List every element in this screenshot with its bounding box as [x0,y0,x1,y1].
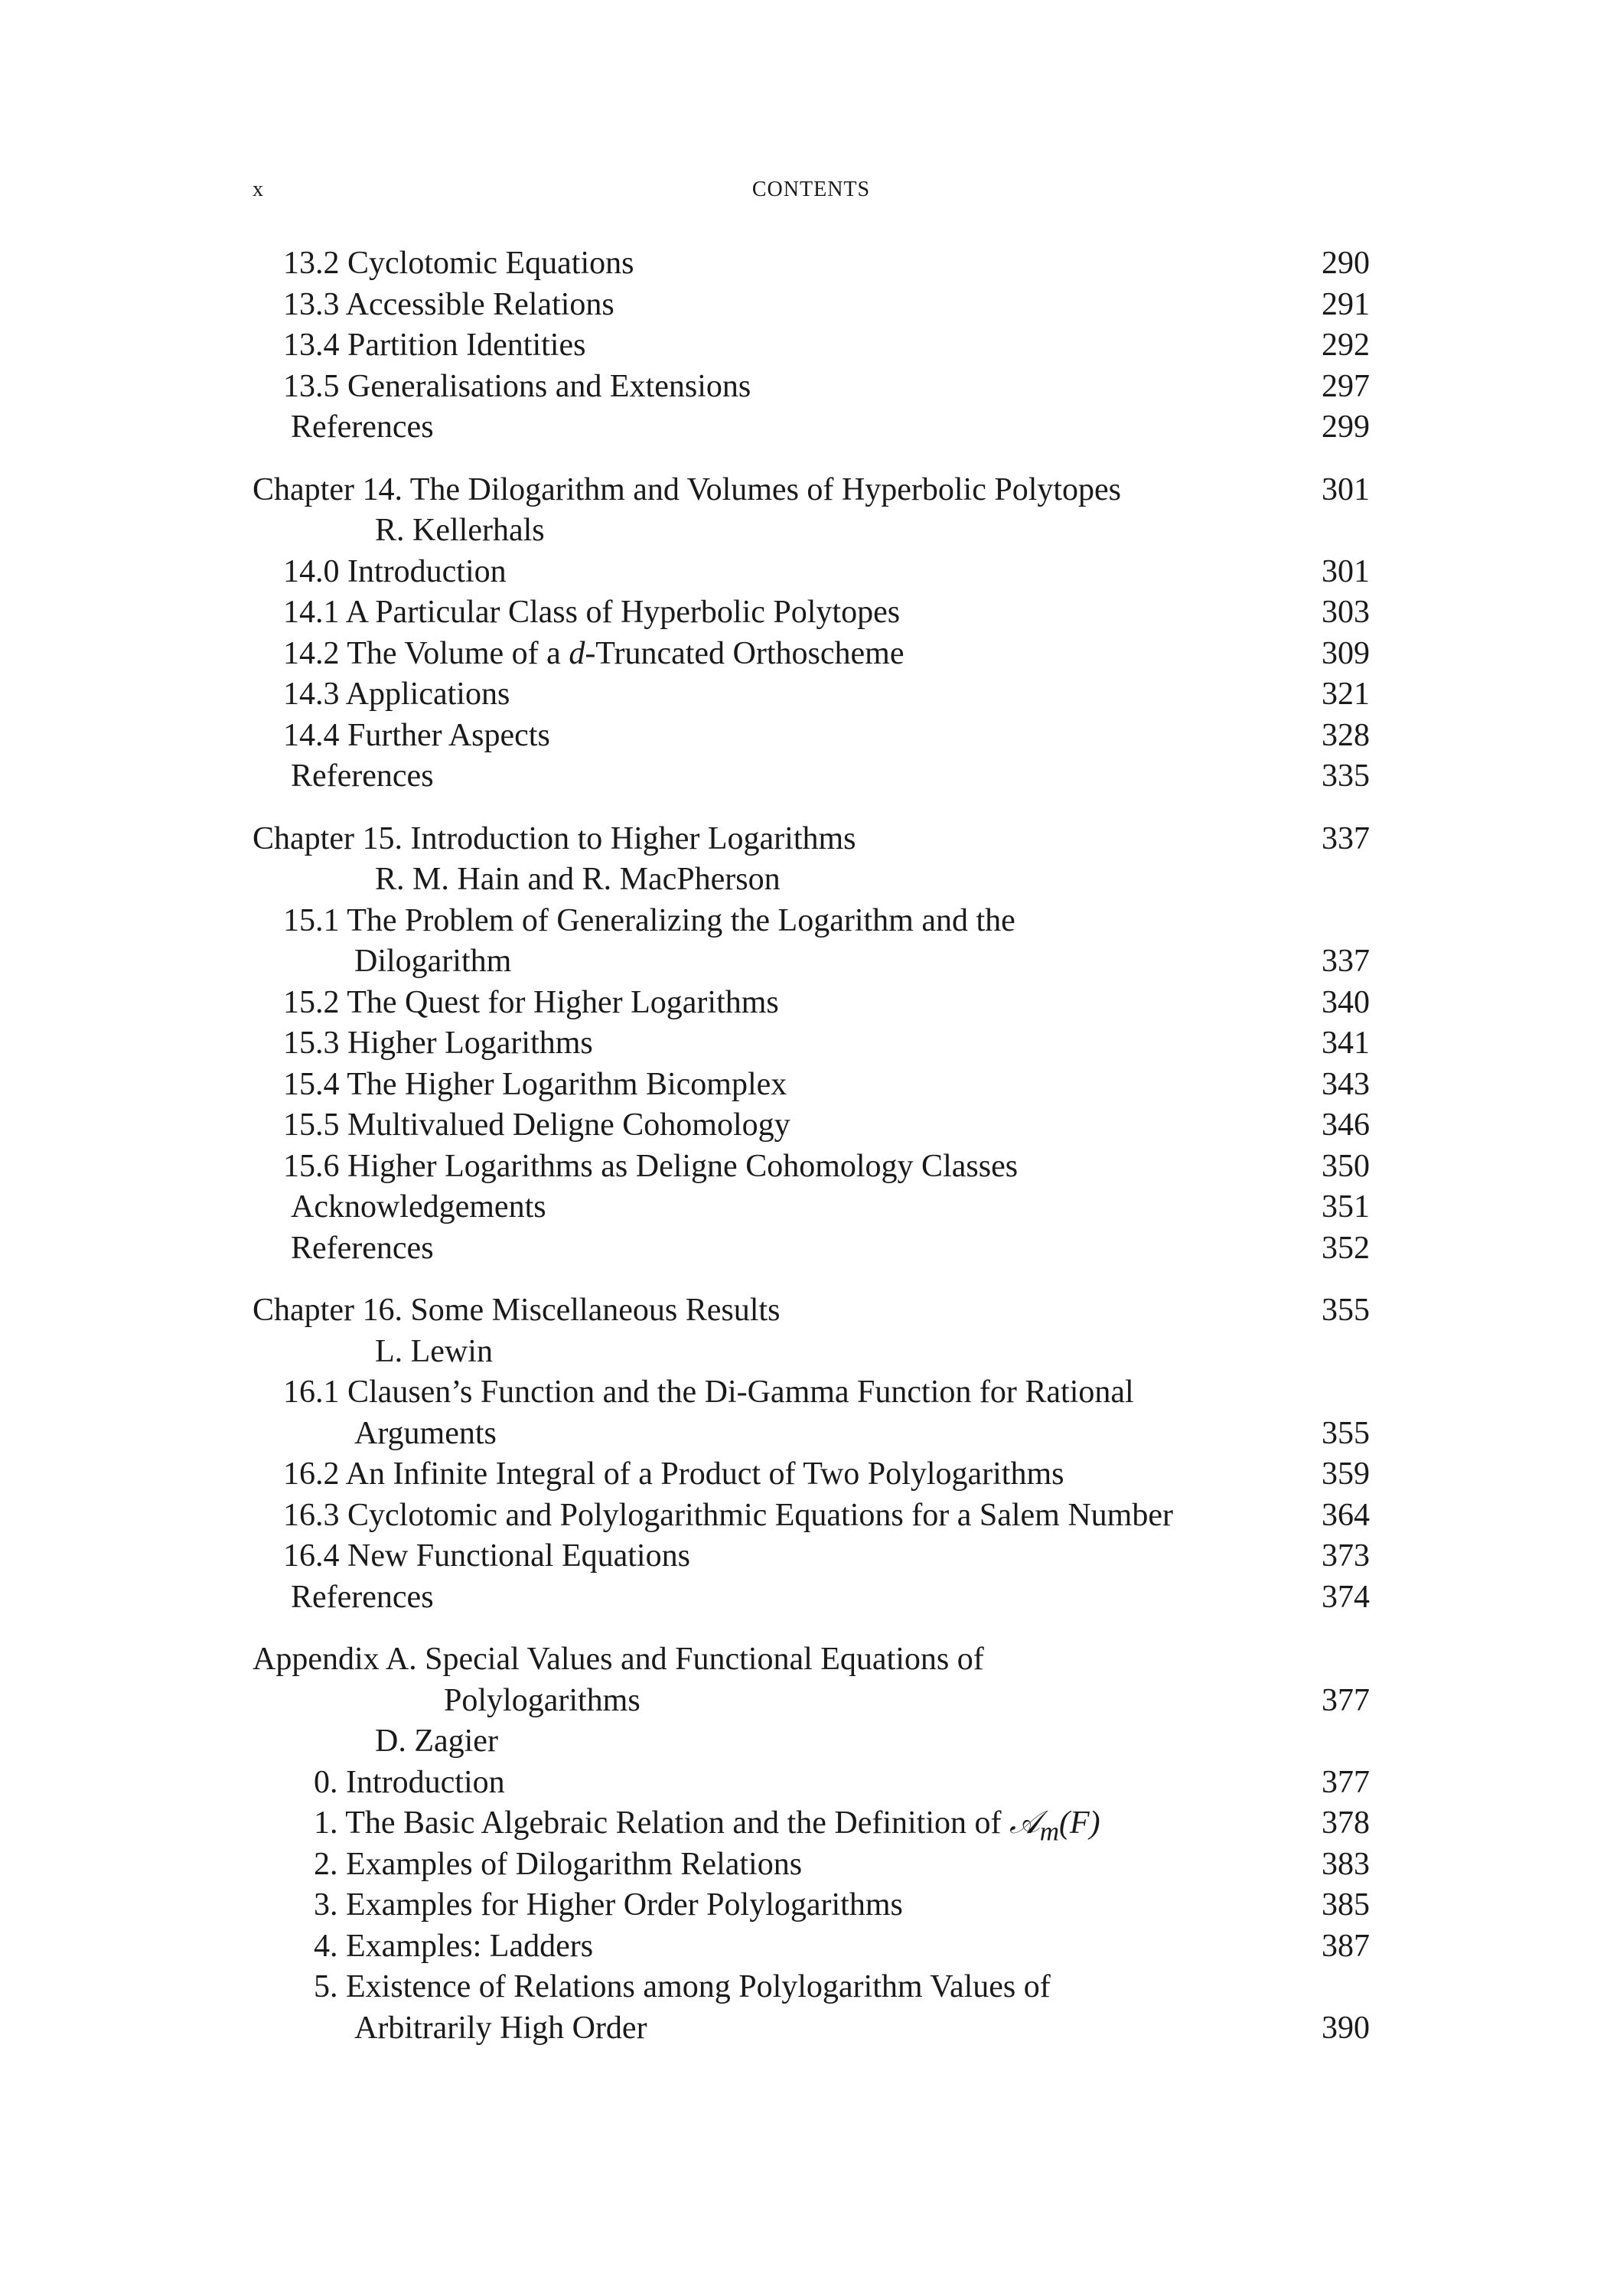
toc-entry-16-4[interactable] [253,1536,1370,1577]
toc-entry-14-1[interactable] [253,592,1370,634]
toc-page-number: 355 [1322,1293,1370,1328]
toc-page-number: 350 [1322,1148,1370,1184]
toc-page-number: 359 [1322,1456,1370,1492]
toc-entry-14-4[interactable] [253,716,1370,757]
table-of-contents [253,243,1370,2049]
toc-page-number: 335 [1322,758,1370,794]
toc-page-number: 351 [1322,1189,1370,1225]
toc-entry-15-5[interactable] [253,1105,1370,1146]
toc-entry-15-1[interactable] [253,901,1370,942]
toc-entry-title: 15.1 The Problem of Generalizing the Logarithm and the [283,902,1015,938]
title-text: 14.2 The Volume of a [283,635,569,671]
toc-entry-a-1[interactable] [253,1803,1370,1847]
toc-entry-16-references[interactable] [253,1577,1370,1619]
toc-entry-13-5[interactable] [253,367,1370,408]
chapter-author-row [253,1332,1370,1373]
toc-entry-title: 14.3 Applications [283,677,510,712]
toc-entry-title-continued: Arguments [354,1415,497,1451]
toc-entry-a-2[interactable] [253,1844,1370,1886]
toc-entry-13-3[interactable] [253,285,1370,326]
toc-entry-14-0[interactable] [253,552,1370,593]
toc-entry-13-references[interactable] [253,407,1370,448]
chapter-author-row [253,1721,1370,1763]
toc-entry-13-2[interactable] [253,243,1370,285]
toc-page-number: 337 [1322,820,1370,856]
toc-entry-title: 13.5 Generalisations and Extensions [283,368,751,404]
page-folio: x [253,178,263,201]
toc-page-number: 341 [1322,1026,1370,1061]
toc-entry-15-acknowledgements[interactable] [253,1187,1370,1228]
toc-entry-title: 15.2 The Quest for Higher Logarithms [283,984,779,1020]
toc-entry-14-references[interactable] [253,756,1370,797]
toc-entry-title: References [291,1579,434,1615]
toc-entry-title: 13.4 Partition Identities [283,328,586,363]
chapter-author: L. Lewin [375,1333,493,1369]
toc-page-number: 343 [1322,1066,1370,1102]
toc-entry-14-2[interactable] [253,634,1370,675]
toc-chapter-14[interactable] [253,470,1370,511]
toc-page-number: 377 [1322,1682,1370,1718]
title-text: -Truncated Orthoscheme [585,635,905,671]
toc-entry-title: 16.3 Cyclotomic and Polylogarithmic Equations for a Salem Number [283,1497,1173,1533]
toc-entry-15-2[interactable] [253,983,1370,1024]
toc-entry-title: References [291,1230,434,1266]
toc-entry-16-1[interactable] [253,1372,1370,1414]
toc-entry-title: 15.6 Higher Logarithms as Deligne Cohomology Classes [283,1148,1019,1184]
toc-entry-14-3[interactable] [253,674,1370,716]
toc-entry-15-6[interactable] [253,1146,1370,1188]
toc-page-number: 390 [1322,2010,1370,2046]
toc-entry-title: 5. Existence of Relations among Polylogarithm Values of [314,1969,1051,2004]
toc-page-number: 355 [1322,1415,1370,1451]
toc-entry-a-5[interactable] [253,1967,1370,2008]
toc-page-number: 290 [1322,246,1370,281]
toc-page-number: 292 [1322,328,1370,363]
toc-page-number: 387 [1322,1928,1370,1964]
running-header [253,174,1370,205]
toc-entry-title: 13.2 Cyclotomic Equations [283,246,634,281]
toc-entry-title: 13.3 Accessible Relations [283,286,614,322]
toc-page-number: 378 [1322,1805,1370,1841]
chapter-author: R. M. Hain and R. MacPherson [375,862,781,897]
toc-page-number: 297 [1322,368,1370,404]
toc-entry-title: Acknowledgements [291,1189,546,1225]
math-argument: (F) [1059,1805,1100,1841]
toc-entry-a-3[interactable] [253,1885,1370,1926]
chapter-title: Chapter 14. The Dilogarithm and Volumes of Hyperbolic Polytopes [253,471,1122,507]
toc-entry-title [283,634,904,675]
toc-entry-title: 3. Examples for Higher Order Polylogarithms [314,1887,903,1923]
toc-appendix-a[interactable] [253,1639,1370,1681]
toc-page-number: 291 [1322,286,1370,322]
toc-page-number: 340 [1322,984,1370,1020]
toc-entry-13-4[interactable] [253,325,1370,367]
chapter-author-row [253,510,1370,552]
chapter-author: R. Kellerhals [375,513,545,548]
toc-entry-title: 2. Examples of Dilogarithm Relations [314,1846,803,1882]
toc-entry-title-continued: Arbitrarily High Order [354,2010,647,2046]
toc-entry-title: References [291,409,434,445]
toc-entry-15-references[interactable] [253,1228,1370,1270]
math-variable: d [569,635,585,671]
toc-page-number: 337 [1322,944,1370,979]
toc-page-number: 377 [1322,1764,1370,1800]
toc-entry-15-3[interactable] [253,1023,1370,1065]
toc-entry-15-1-cont[interactable] [253,941,1370,983]
toc-chapter-15[interactable] [253,819,1370,860]
toc-entry-16-2[interactable] [253,1454,1370,1495]
toc-entry-title: 14.4 Further Aspects [283,717,550,753]
toc-page-number: 385 [1322,1887,1370,1923]
chapter-author: D. Zagier [375,1724,498,1759]
toc-page-number: 383 [1322,1846,1370,1882]
toc-entry-title: 16.1 Clausen’s Function and the Di-Gamma Function for Rational [283,1375,1134,1410]
toc-appendix-a-cont[interactable] [253,1681,1370,1722]
toc-entry-title: 15.5 Multivalued Deligne Cohomology [283,1107,790,1143]
toc-page-number: 303 [1322,595,1370,630]
toc-entry-title: 16.4 New Functional Equations [283,1538,690,1574]
toc-entry-a-5-cont[interactable] [253,2008,1370,2050]
toc-entry-a-4[interactable] [253,1926,1370,1968]
toc-page-number: 301 [1322,471,1370,507]
title-text: 1. The Basic Algebraic Relation and the Definition of [314,1805,1009,1841]
toc-entry-16-3[interactable] [253,1495,1370,1537]
toc-page-number: 301 [1322,553,1370,589]
toc-page-number: 309 [1322,635,1370,671]
toc-page-number: 352 [1322,1230,1370,1266]
toc-entry-title: 15.3 Higher Logarithms [283,1026,593,1061]
math-script-a: 𝒜 [1009,1805,1040,1841]
toc-page-number: 374 [1322,1579,1370,1615]
toc-page-number: 373 [1322,1538,1370,1574]
toc-page-number: 328 [1322,717,1370,753]
appendix-title-continued: Polylogarithms [444,1682,641,1718]
running-title: CONTENTS [751,178,871,201]
toc-entry-title: 4. Examples: Ladders [314,1928,594,1964]
toc-entry-a-0[interactable] [253,1763,1370,1804]
toc-entry-15-4[interactable] [253,1065,1370,1106]
toc-entry-title: 16.2 An Infinite Integral of a Product of Two Polylogarithms [283,1456,1064,1492]
toc-entry-title: 14.0 Introduction [283,553,507,589]
toc-entry-title: 0. Introduction [314,1764,505,1800]
toc-page-number: 364 [1322,1497,1370,1533]
toc-page-number: 346 [1322,1107,1370,1143]
math-subscript: m [1039,1816,1060,1847]
appendix-title: Appendix A. Special Values and Functional Equations of [253,1642,984,1677]
toc-entry-title: References [291,758,434,794]
toc-entry-title-continued: Dilogarithm [354,944,512,979]
toc-page-number: 321 [1322,677,1370,712]
chapter-title: Chapter 15. Introduction to Higher Logarithms [253,820,856,856]
toc-entry-16-1-cont[interactable] [253,1414,1370,1455]
toc-entry-title: 15.4 The Higher Logarithm Bicomplex [283,1066,787,1102]
toc-entry-title: 14.1 A Particular Class of Hyperbolic Polytopes [283,595,901,630]
toc-page-number: 299 [1322,409,1370,445]
toc-chapter-16[interactable] [253,1290,1370,1332]
chapter-title: Chapter 16. Some Miscellaneous Results [253,1293,781,1328]
chapter-author-row [253,859,1370,901]
